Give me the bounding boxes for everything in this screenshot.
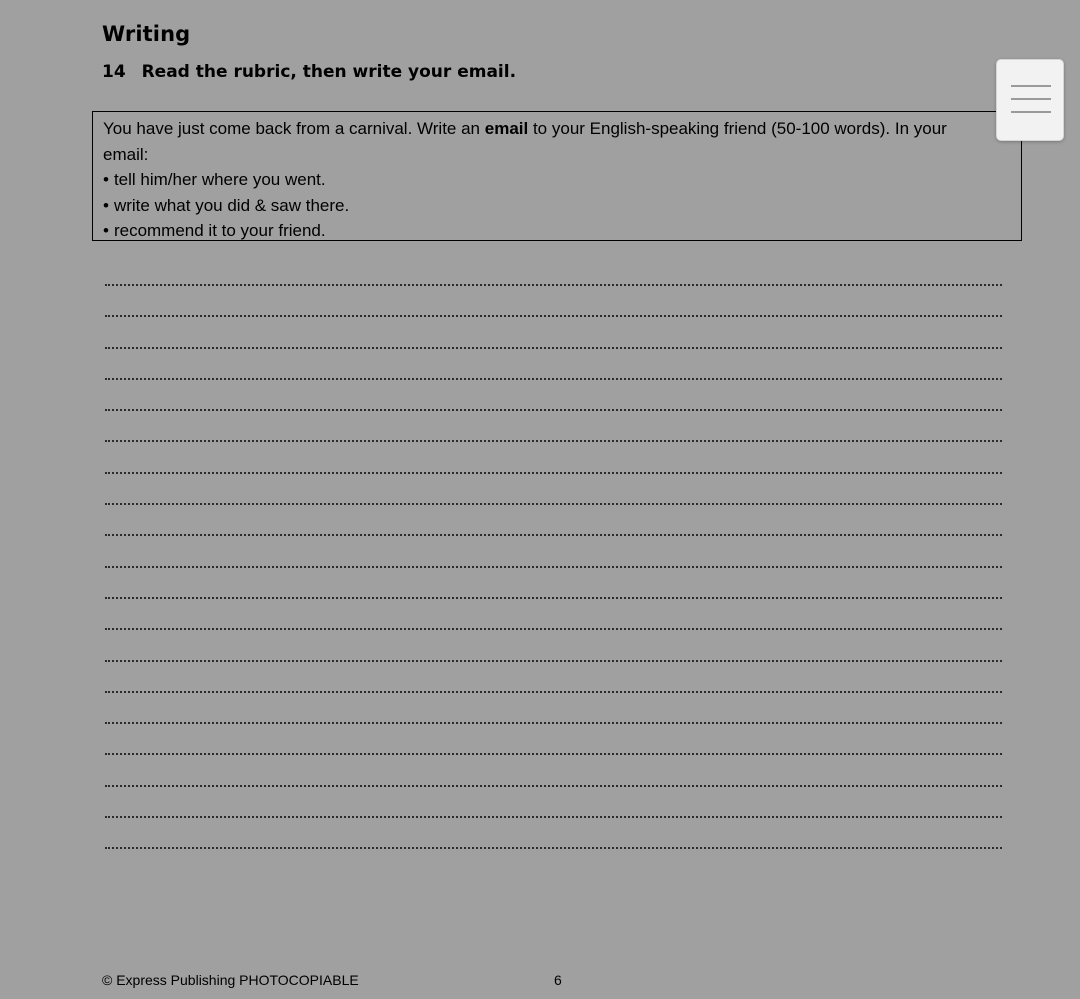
writing-line: [105, 534, 1002, 565]
writing-line: [105, 440, 1002, 471]
writing-line: [105, 503, 1002, 534]
writing-line: [105, 753, 1002, 784]
rubric-keyword: email: [484, 119, 529, 138]
rubric-text: [103, 116, 1022, 241]
writing-line: [105, 628, 1002, 659]
writing-line: [105, 315, 1002, 346]
task-instruction: Read the rubric, then write your email.: [141, 62, 517, 82]
writing-lines: [105, 284, 1002, 879]
writing-line: [105, 847, 1002, 878]
rubric-box: [92, 111, 1022, 241]
section-title: Writing: [102, 22, 191, 46]
rubric-line-2: email:: [103, 144, 149, 164]
writing-line: [105, 378, 1002, 409]
writing-line: [105, 597, 1002, 628]
writing-line: [105, 691, 1002, 722]
rubric-line-1: [103, 116, 1022, 142]
footer-copyright: © Express Publishing PHOTOCOPIABLE: [102, 972, 359, 988]
task-heading: [102, 62, 516, 82]
writing-line: [105, 816, 1002, 847]
writing-line: [105, 284, 1002, 315]
writing-line: [105, 722, 1002, 753]
menu-button[interactable]: [996, 59, 1064, 141]
writing-line: [105, 347, 1002, 378]
rubric-bullet: • write what you did & saw there.: [103, 193, 1022, 219]
task-number: 14: [102, 62, 126, 82]
rubric-bullet: • tell him/her where you went.: [103, 167, 1022, 193]
writing-line: [105, 785, 1002, 816]
rubric-line-1-start: You have just come back from a carnival. Write an: [103, 119, 485, 138]
writing-line: [105, 660, 1002, 691]
writing-line: [105, 409, 1002, 440]
rubric-line-1-end: to your English-speaking friend (50-100 words). In your: [528, 119, 947, 138]
writing-line: [105, 566, 1002, 597]
page-number: 6: [554, 972, 562, 988]
rubric-bullet: • recommend it to your friend.: [103, 218, 1022, 241]
writing-line: [105, 472, 1002, 503]
